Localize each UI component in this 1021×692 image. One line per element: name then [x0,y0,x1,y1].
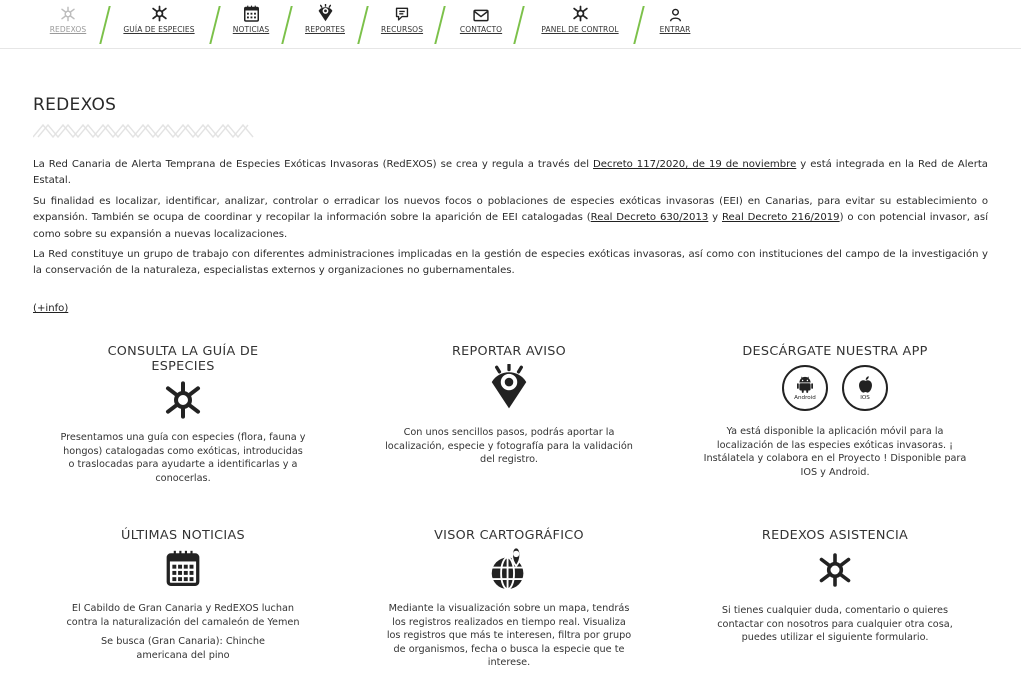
nav-item-redexos[interactable] [46,0,90,46]
intro-paragraph: La Red constituye un grupo de trabajo con diferentes administraciones implicadas en la gestión de especies exóticas invasoras, así como con instituciones del campo de la investigación y la conservación de la naturaleza, especialistas externos y organizaciones no gubernamentales. [33,249,988,277]
decreto-117-2020-link[interactable]: Decreto 117/2020, de 19 de noviembre [593,159,797,170]
nav-item-label: GUÍA DE ESPECIES [123,25,195,34]
nav-item-recursos[interactable] [376,0,428,46]
app-store-badges [696,365,974,413]
android-app-button[interactable] [782,365,828,411]
zigzag-divider [33,123,255,139]
nav-separator [357,6,368,44]
nav-item-guia-de-especies[interactable] [118,0,200,46]
android-icon [797,376,813,393]
page-title: REDEXOS [33,95,117,115]
mail-icon [473,0,489,22]
calendar-icon [50,550,316,592]
card-ultimas-noticias [50,528,316,662]
nav-item-noticias[interactable] [229,0,273,46]
card-descarga-app [696,344,974,479]
card-description: Presentamos una guía con especies (flora, fauna y hongos) catalogadas como exóticas, introducidas o traslocadas para ayudarte a identificarlas y a conocerlas. [60,432,306,484]
bug-icon [50,380,316,426]
intro-paragraph: La Red Canaria de Alerta Temprana de Especies Exóticas Invasoras (RedEXOS) se crea y regula a través del Decreto 117/2020, de 19 de noviembre y está integrada en la Red de Alerta Estatal. [33,159,988,187]
bug-icon [572,0,589,22]
more-info-link[interactable]: (+info) [33,303,69,314]
bug-icon [151,0,168,22]
chat-icon [395,0,409,22]
news-item-link[interactable]: El Cabildo de Gran Canaria y RedEXOS luchan contra la naturalización del camaleón de Yemen [66,603,300,628]
card-description: Mediante la visualización sobre un mapa, tendrás los registros realizados en tiempo real. Visualiza los registros que más te interesen, filtra por grupo de organismos, fecha o busca la especie que te interese. [386,603,632,668]
real-decreto-630-2013-link[interactable]: Real Decreto 630/2013 [590,212,709,224]
user-icon [669,0,682,22]
main-nav [0,0,1021,49]
nav-item-entrar[interactable] [654,0,696,46]
nav-separator [513,6,524,44]
bug-icon [696,552,974,592]
bug-icon [60,0,76,22]
intro-paragraph: Su finalidad es localizar, identificar, analizar, controlar o erradicar los nuevos focos o poblaciones de especies exóticas invasoras (EEI) en Canarias, para evitar su establecimiento o expansión. También se ocupa de coordinar y recopilar la información sobre la aparición de EEI catalogadas (Real Decreto 630/2013 y Real Decreto 216/2019) o con potencial invasor, así como sobre su expansión a nuevas localizaciones. [33,195,988,240]
eye-pin-icon [378,364,640,416]
card-title: ÚLTIMAS NOTICIAS [121,528,245,543]
ios-app-button[interactable] [842,365,888,411]
nav-item-label: RECURSOS [380,25,424,34]
nav-separator [209,6,220,44]
nav-separator [99,6,110,44]
card-title: DESCÁRGATE NUESTRA APP [742,344,928,359]
card-reportar-aviso[interactable] [378,344,640,467]
eye-pin-icon [317,0,334,22]
nav-item-contacto[interactable] [454,0,508,46]
card-description: Si tienes cualquier duda, comentario o quieres contactar con nosotros para cualquier otra cosa, puedes utilizar el siguiente formulario. [717,605,953,643]
nav-item-panel-de-control[interactable] [534,0,626,46]
nav-separator [633,6,644,44]
card-description: Ya está disponible la aplicación móvil para la localización de las especies exóticas invasoras. ¡ Instálatela y colabora en el Proyecto ! Disponible para IOS y Android. [703,426,967,478]
nav-item-label: ENTRAR [659,25,691,34]
nav-item-reportes[interactable] [300,0,350,46]
card-redexos-asistencia[interactable] [696,528,974,645]
card-title: VISOR CARTOGRÁFICO [434,528,584,543]
card-description: Con unos sencillos pasos, podrás aportar la localización, especie y fotografía para la validación del registro. [385,427,633,465]
nav-item-label: REPORTES [305,25,345,34]
nav-item-label: CONTACTO [459,25,503,34]
news-item-link[interactable]: Se busca (Gran Canaria): Chinche americana del pino [101,636,265,661]
nav-separator [281,6,292,44]
apple-icon [858,376,873,393]
real-decreto-216-2019-link[interactable]: Real Decreto 216/2019 [721,212,840,224]
nav-item-label: PANEL DE CONTROL [541,25,619,34]
android-label: Android [794,394,816,401]
calendar-icon [244,0,259,22]
card-title: CONSULTA LA GUÍA DE ESPECIES [107,344,259,374]
nav-separator [434,6,445,44]
card-guia-especies[interactable] [50,344,316,485]
card-title: REPORTAR AVISO [451,344,567,359]
nav-item-label: NOTICIAS [232,25,270,34]
card-visor-cartografico[interactable] [378,528,640,670]
globe-pin-icon [378,546,640,592]
intro-text [33,157,988,284]
ios-label: IOS [860,394,870,401]
nav-item-label: REDEXOS [49,25,87,34]
card-title: REDEXOS ASISTENCIA [761,528,909,543]
